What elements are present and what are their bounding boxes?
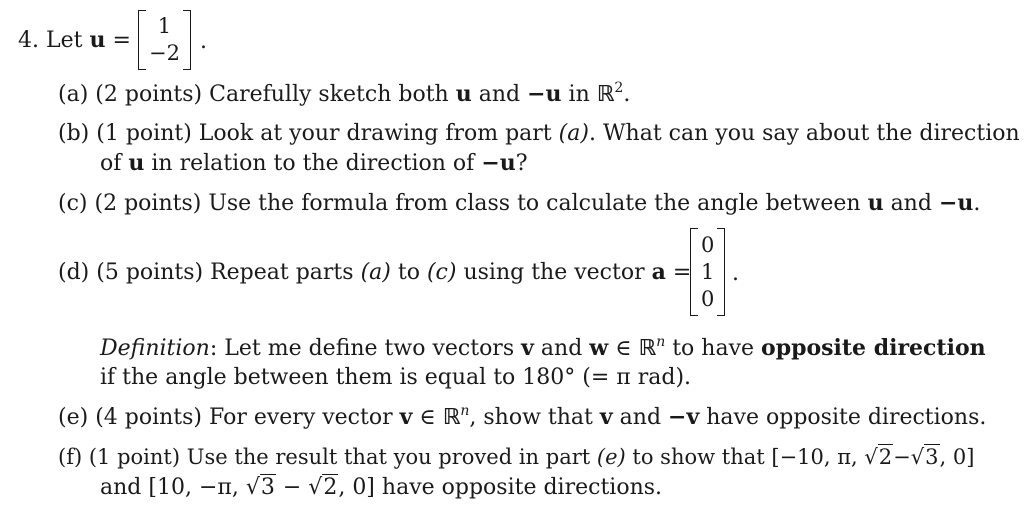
matrix-entry: −2 <box>149 41 180 65</box>
part-a: (a) (2 points) Carefully sketch both u and −u in ℝ$^2$. <box>58 80 631 107</box>
defined-term: opposite direction <box>761 335 986 361</box>
sqrt-symbol: √2 <box>864 445 893 469</box>
header-period: . <box>200 29 207 54</box>
part-label: (b) <box>58 121 90 146</box>
part-b-line1: (b) (1 point) Look at your drawing from part (a). What can you say about the direction <box>58 121 1020 146</box>
sqrt-symbol: √3 <box>910 445 939 469</box>
part-f-line2: and [10, −π, √3 − √2, 0] have opposite directions. <box>100 475 663 500</box>
part-f-line1: (f) (1 point) Use the result that you proved in part (e) to show that [−10, π, √2−√3, 0] <box>58 445 975 469</box>
left-bracket <box>138 10 146 70</box>
points: (4 points) <box>95 405 203 430</box>
right-bracket <box>717 228 725 316</box>
part-c: (c) (2 points) Use the formula from class to calculate the angle between u and −u. <box>58 190 981 216</box>
matrix-entry: 1 <box>701 259 715 284</box>
left-bracket <box>690 228 698 316</box>
part-d: (d) (5 points) Repeat parts (a) to (c) using the vector a = <box>58 259 692 285</box>
part-label: (e) <box>58 405 89 430</box>
part-label: (c) <box>58 191 88 216</box>
vector-u-matrix <box>138 10 191 70</box>
points: (1 point) <box>88 445 181 469</box>
points: (1 point) <box>96 121 192 146</box>
definition-line1: Definition: Let me define two vectors v and w ∈ ℝ$^n$ to have opposite direction <box>100 334 986 361</box>
sqrt-symbol: √3 <box>245 475 275 500</box>
matrix-entry: 1 <box>157 14 172 38</box>
part-label: (d) <box>58 260 90 285</box>
part-label: (a) <box>58 82 89 107</box>
problem-number: 4. <box>18 28 39 53</box>
right-bracket <box>183 10 191 70</box>
points: (5 points) <box>96 260 204 285</box>
part-e: (e) (4 points) For every vector v ∈ ℝ$^n$, show that v and −v have opposite directions. <box>58 403 987 430</box>
matrix-entry: 0 <box>701 286 715 311</box>
part-b-line2: of u in relation to the direction of −u? <box>100 150 528 176</box>
points: (2 points) <box>95 82 203 107</box>
points: (2 points) <box>94 191 202 216</box>
matrix-entry: 0 <box>701 232 715 257</box>
vector-a-matrix <box>690 228 725 316</box>
definition-line2: if the angle between them is equal to 180° (= π rad). <box>100 365 692 390</box>
part-label: (f) <box>58 445 83 469</box>
problem-header: 4. Let u = <box>18 27 131 53</box>
part-d-period: . <box>732 261 739 286</box>
sqrt-symbol: √2 <box>308 475 338 500</box>
definition-label: Definition <box>100 336 210 361</box>
